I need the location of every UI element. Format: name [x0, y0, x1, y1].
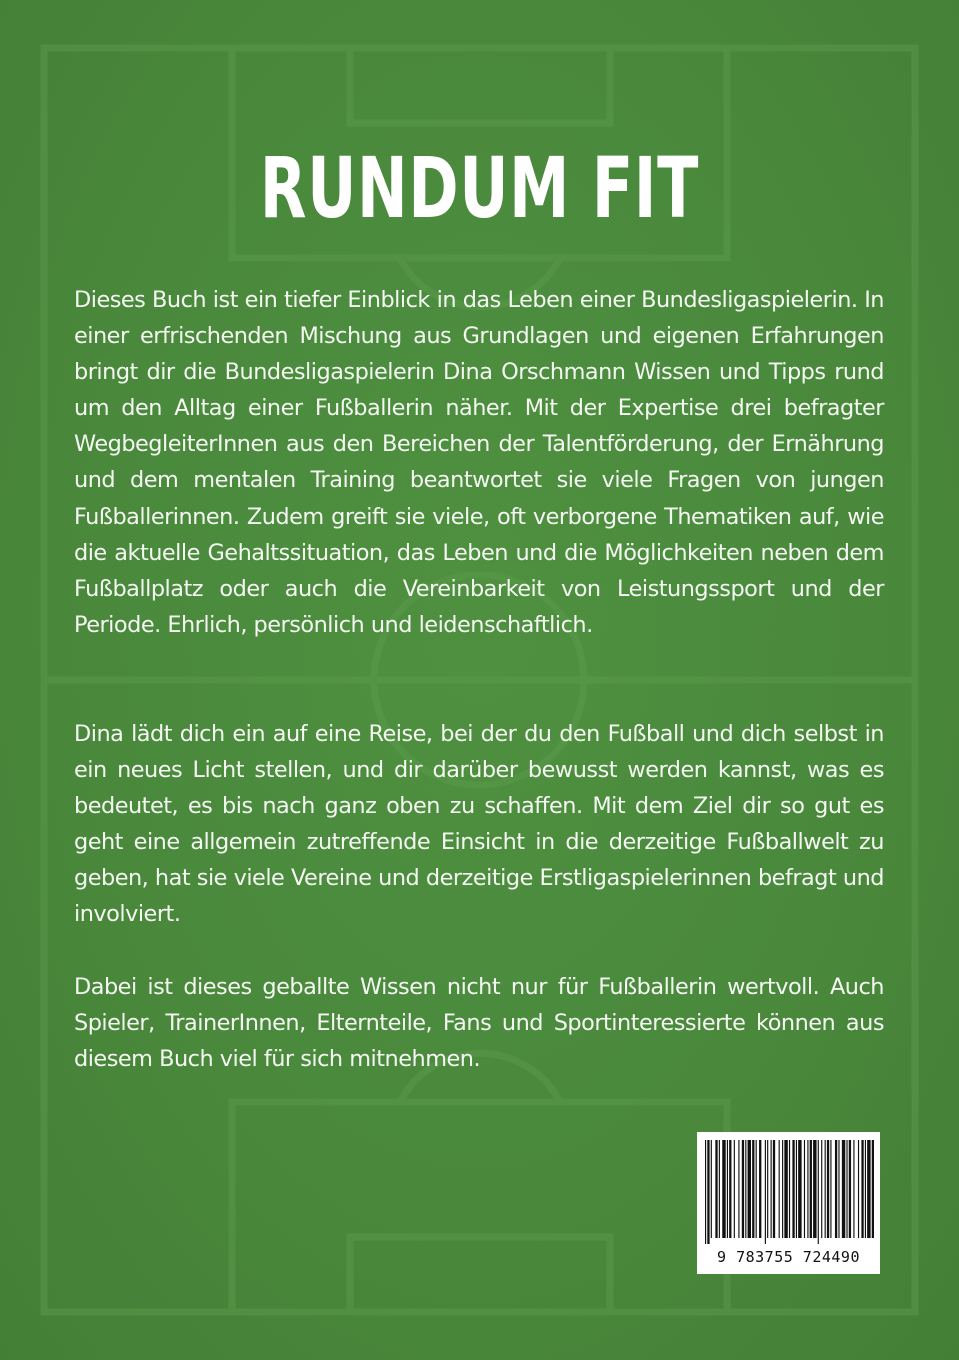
barcode-bar — [789, 1140, 790, 1238]
barcode-bar — [745, 1140, 746, 1238]
barcode-bar — [865, 1140, 866, 1238]
barcode-bar — [707, 1140, 709, 1244]
barcode-bar — [827, 1140, 829, 1238]
barcode-bar — [798, 1140, 801, 1238]
barcode-bar — [867, 1140, 870, 1238]
barcode-bar — [813, 1140, 816, 1238]
isbn-barcode — [697, 1132, 880, 1274]
barcode-bar — [705, 1140, 706, 1244]
barcode-bar — [825, 1140, 826, 1238]
barcode-bar — [853, 1140, 854, 1238]
description-paragraph-1: Dieses Buch ist ein tiefer Einblick in das Leben einer Bundesligaspielerin. In einer erfrischenden Mischung aus Grundlagen und eigenen Erfahrungen bringt dir die Bundesligaspielerin Dina Orschmann Wissen und Tipps rund um den Alltag einer Fußballerin näher. Mit der Expertise drei befragter WegbegleiterInnen aus den Bereichen der Talentförderung, der Ernährung und dem mentalen Training beantwortet sie viele Fragen von jungen Fußballerinnen. Zudem greift sie viele, oft verborgene Thematiken auf, wie die aktuelle Gehaltssituation, das Leben und die Möglichkeiten neben dem Fußballplatz oder auch die Vereinbarkeit von Leistungssport und der Periode. Ehrlich, persönlich und leidenschaftlich. — [74, 287, 884, 638]
book-title: RUNDUM FIT — [259, 139, 700, 237]
barcode-bar — [719, 1140, 720, 1238]
isbn-number: 9 783755 724490 — [717, 1248, 860, 1266]
barcode-bar — [756, 1140, 757, 1238]
barcode-bar — [738, 1140, 739, 1238]
barcode-bar — [858, 1140, 859, 1238]
barcode-bar — [818, 1140, 819, 1244]
barcode-bar — [835, 1140, 837, 1238]
barcode-bar — [742, 1140, 744, 1238]
barcode-bar — [722, 1140, 725, 1238]
barcode-bar — [830, 1140, 831, 1238]
barcode-bar — [715, 1140, 717, 1238]
barcode-bar — [729, 1140, 731, 1238]
barcode-bar — [796, 1140, 797, 1238]
barcode-bar — [752, 1140, 754, 1238]
barcode-bar — [846, 1140, 847, 1238]
barcode-bar — [861, 1140, 863, 1238]
penalty-area-bottom — [232, 1102, 727, 1312]
barcode-bars — [703, 1140, 874, 1248]
barcode-bar — [838, 1140, 839, 1238]
description-paragraph-2: Dina lädt dich ein auf eine Reise, bei der du den Fußball und dich selbst in ein neues Licht stellen, und dir darüber bewusst werden kannst, was es bedeutet, es bis nach ganz oben zu schaffen. Mit dem Ziel dir so gut es geht eine allgemein zutreffende Einsicht in die derzeitige Fußballwelt zu geben, hat sie viele Vereine und derzeitige Erstligaspielerinnen befragt und involviert. — [74, 721, 884, 928]
barcode-bar — [748, 1140, 751, 1238]
goal-area-bottom — [350, 1237, 610, 1312]
barcode-bar — [734, 1140, 735, 1238]
barcode-bar — [804, 1140, 805, 1238]
barcode-bar — [849, 1140, 851, 1238]
barcode-bar — [759, 1140, 761, 1238]
barcode-bar — [842, 1140, 845, 1238]
barcode-bar — [767, 1140, 768, 1238]
barcode-bar — [792, 1140, 794, 1238]
barcode-bar — [771, 1140, 772, 1238]
barcode-bar — [810, 1140, 812, 1238]
barcode-bar — [779, 1140, 780, 1238]
barcode-bar — [821, 1140, 822, 1238]
barcode-bar — [727, 1140, 728, 1238]
description-paragraph-3: Dabei ist dieses geballte Wissen nicht nur für Fußballerin wertvoll. Auch Spieler, TrainerInnen, Elternteile, Fans und Sportinteressierte können aus diesem Buch viel für sich mitnehmen. — [74, 974, 884, 1073]
barcode-bar — [784, 1140, 787, 1238]
barcode-bar — [711, 1140, 712, 1238]
barcode-bar — [872, 1140, 874, 1238]
barcode-bar — [765, 1140, 766, 1244]
goal-area-top — [350, 48, 610, 123]
barcode-bar — [807, 1140, 808, 1238]
barcode-bar — [773, 1140, 775, 1238]
barcode-bar — [782, 1140, 783, 1238]
